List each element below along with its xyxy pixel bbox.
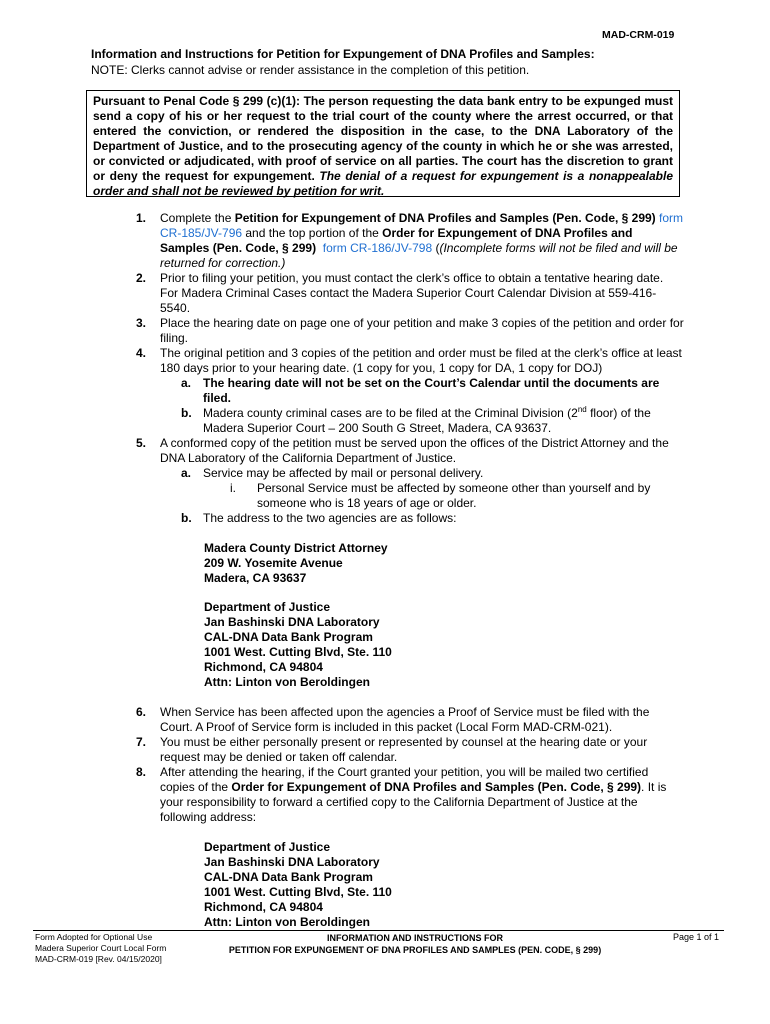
item-text: You must be either personally present or represented by counsel at the hearing date or your request may be denied or taken off calendar. bbox=[160, 735, 648, 764]
address-line: Richmond, CA 94804 bbox=[204, 900, 323, 914]
list-item-6 bbox=[118, 705, 684, 735]
sub-item-4a bbox=[118, 376, 684, 406]
footer-line: Madera Superior Court Local Form bbox=[35, 943, 167, 953]
sub-item-letter: b. bbox=[181, 406, 192, 420]
item-text: and the top portion of the bbox=[242, 226, 383, 240]
address-line: 1001 West. Cutting Blvd, Ste. 110 bbox=[204, 885, 392, 899]
sub-item-5b bbox=[118, 511, 684, 526]
item-number: 5. bbox=[136, 436, 147, 450]
footer-form-info bbox=[35, 932, 166, 965]
order-form-name: Order for Expungement of DNA Profiles and Samples (Pen. Code, § 299) bbox=[160, 226, 633, 255]
notice-text: Pursuant to Penal Code § 299 (c)(1): The person requesting the data bank entry to be expunged must send a copy of his or her request to the trial court of the county where the arrest occurred, or that entered the conviction, or rendered the disposition in the case, to the DNA Laboratory of the Department of Justice, and to the prosecuting agency of the county in which he or she was arrested, or convicted or adjudicated, with proof of service on all parties. The court has the discretion to grant or deny the request for expungement. bbox=[93, 94, 673, 183]
list-item-5 bbox=[118, 436, 684, 466]
address-line: Madera County District Attorney bbox=[204, 541, 388, 555]
petition-form-name: Petition for Expungement of DNA Profiles and Samples (Pen. Code, § 299) bbox=[234, 211, 656, 225]
sub-item-text: Personal Service must be affected by someone other than yourself and by someone who is 18 years of age or older. bbox=[257, 481, 651, 510]
sub-item-text: Service may be affected by mail or personal delivery. bbox=[203, 466, 484, 480]
address-doj-return bbox=[118, 840, 684, 930]
superscript: nd bbox=[577, 405, 587, 414]
item-text: After attending the hearing, if the Court granted your petition, you will be mailed two certified copies of the bbox=[160, 765, 649, 794]
sub-item-5a-i bbox=[118, 481, 684, 511]
footer-line: MAD-CRM-019 [Rev. 04/15/2020] bbox=[35, 954, 162, 964]
sub-item-roman: i. bbox=[230, 481, 236, 495]
list-item-3 bbox=[118, 316, 684, 346]
address-line: Attn: Linton von Beroldingen bbox=[204, 915, 370, 929]
address-line: CAL-DNA Data Bank Program bbox=[204, 630, 373, 644]
form-number: MAD-CRM-019 bbox=[602, 29, 675, 41]
address-line: Jan Bashinski DNA Laboratory bbox=[204, 855, 380, 869]
sub-item-text: floor) of the Madera Superior Court – 200 South G Street, Madera, CA 93637. bbox=[203, 406, 651, 435]
address-line: Madera, CA 93637 bbox=[204, 571, 307, 585]
item-text: . It is your responsibility to forward a certified copy to the California Department of Justice at the following address: bbox=[160, 780, 667, 824]
list-item-4 bbox=[118, 346, 684, 376]
notice-emphasis: The denial of a request for expungement is a nonappealable order and shall not be reviewed by petition for writ. bbox=[93, 169, 673, 198]
petition-form-link[interactable]: form CR-185/JV-796 bbox=[160, 211, 684, 240]
sub-item-letter: b. bbox=[181, 511, 192, 525]
order-form-link[interactable]: form CR-186/JV-798 bbox=[322, 241, 433, 255]
page-number: Page 1 of 1 bbox=[673, 932, 720, 942]
item-number: 2. bbox=[136, 271, 147, 285]
footer-title-line: INFORMATION AND INSTRUCTIONS FOR bbox=[327, 933, 503, 943]
item-number: 3. bbox=[136, 316, 147, 330]
notice-box bbox=[86, 90, 680, 197]
address-line: Attn: Linton von Beroldingen bbox=[204, 675, 370, 689]
item-note: (Incomplete forms will not be filed and will be returned for correction.) bbox=[160, 241, 678, 270]
item-number: 8. bbox=[136, 765, 147, 779]
sub-item-5a bbox=[118, 466, 684, 481]
item-text: Complete the bbox=[160, 211, 235, 225]
list-item-7 bbox=[118, 735, 684, 765]
sub-item-text: The address to the two agencies are as follows: bbox=[203, 511, 457, 525]
sub-item-text: Madera county criminal cases are to be filed at the Criminal Division (2 bbox=[203, 406, 578, 420]
address-line: CAL-DNA Data Bank Program bbox=[204, 870, 373, 884]
list-item-2 bbox=[118, 271, 684, 316]
list-item-1: 1. Complete the Petition for Expungement of DNA Profiles and Samples (Pen. Code, § 299) form CR-185/JV-796 and the top portion of the Order for Expungement of DNA Profiles and Samples (Pen. Code, § 299) form CR-186/JV-798 ((Incomplete forms will not be filed and will be returned for correction.) bbox=[136, 211, 684, 270]
order-form-name: Order for Expungement of DNA Profiles and Samples (Pen. Code, § 299) bbox=[231, 780, 642, 794]
item-text: Place the hearing date on page one of your petition and make 3 copies of the petition and order for filing. bbox=[160, 316, 684, 345]
address-line: Richmond, CA 94804 bbox=[204, 660, 323, 674]
clerk-note: NOTE: Clerks cannot advise or render assistance in the completion of this petition. bbox=[91, 63, 530, 77]
sub-item-letter: a. bbox=[181, 376, 192, 390]
address-line: Department of Justice bbox=[204, 840, 331, 854]
footer-title-line: PETITION FOR EXPUNGEMENT OF DNA PROFILES AND SAMPLES (PEN. CODE, § 299) bbox=[228, 945, 602, 955]
address-line: 1001 West. Cutting Blvd, Ste. 110 bbox=[204, 645, 392, 659]
item-text: A conformed copy of the petition must be served upon the offices of the District Attorney and the DNA Laboratory of the California Department of Justice. bbox=[160, 436, 669, 465]
address-line: Department of Justice bbox=[204, 600, 331, 614]
item-text: The original petition and 3 copies of the petition and order must be filed at the clerk’s office at least 180 days prior to your hearing date. (1 copy for you, 1 copy for DA, 1 copy for DOJ) bbox=[160, 346, 682, 375]
address-line: Jan Bashinski DNA Laboratory bbox=[204, 615, 380, 629]
sub-item-letter: a. bbox=[181, 466, 192, 480]
list-item-8 bbox=[118, 765, 684, 825]
address-doj bbox=[118, 600, 684, 690]
address-da bbox=[118, 541, 684, 586]
item-text: When Service has been affected upon the agencies a Proof of Service must be filed with the Court. A Proof of Service form is included in this packet (Local Form MAD-CRM-021). bbox=[160, 705, 650, 734]
item-number: 1. bbox=[136, 211, 147, 225]
page-title: Information and Instructions for Petition for Expungement of DNA Profiles and Samples: bbox=[91, 47, 595, 61]
footer-title bbox=[200, 932, 630, 956]
item-number: 7. bbox=[136, 735, 147, 749]
item-text: Prior to filing your petition, you must contact the clerk’s office to obtain a tentative hearing date. For Madera Criminal Cases contact the Madera Superior Court Calendar Division at 559-416-5540. bbox=[160, 271, 664, 315]
item-number: 6. bbox=[136, 705, 147, 719]
item-number: 4. bbox=[136, 346, 147, 360]
footer-line: Form Adopted for Optional Use bbox=[35, 932, 153, 942]
instruction-list bbox=[118, 211, 684, 930]
address-line: 209 W. Yosemite Avenue bbox=[204, 556, 343, 570]
sub-item-text: The hearing date will not be set on the Court’s Calendar until the documents are filed. bbox=[203, 376, 660, 405]
footer-divider bbox=[33, 930, 724, 931]
sub-item-4b bbox=[118, 406, 684, 436]
